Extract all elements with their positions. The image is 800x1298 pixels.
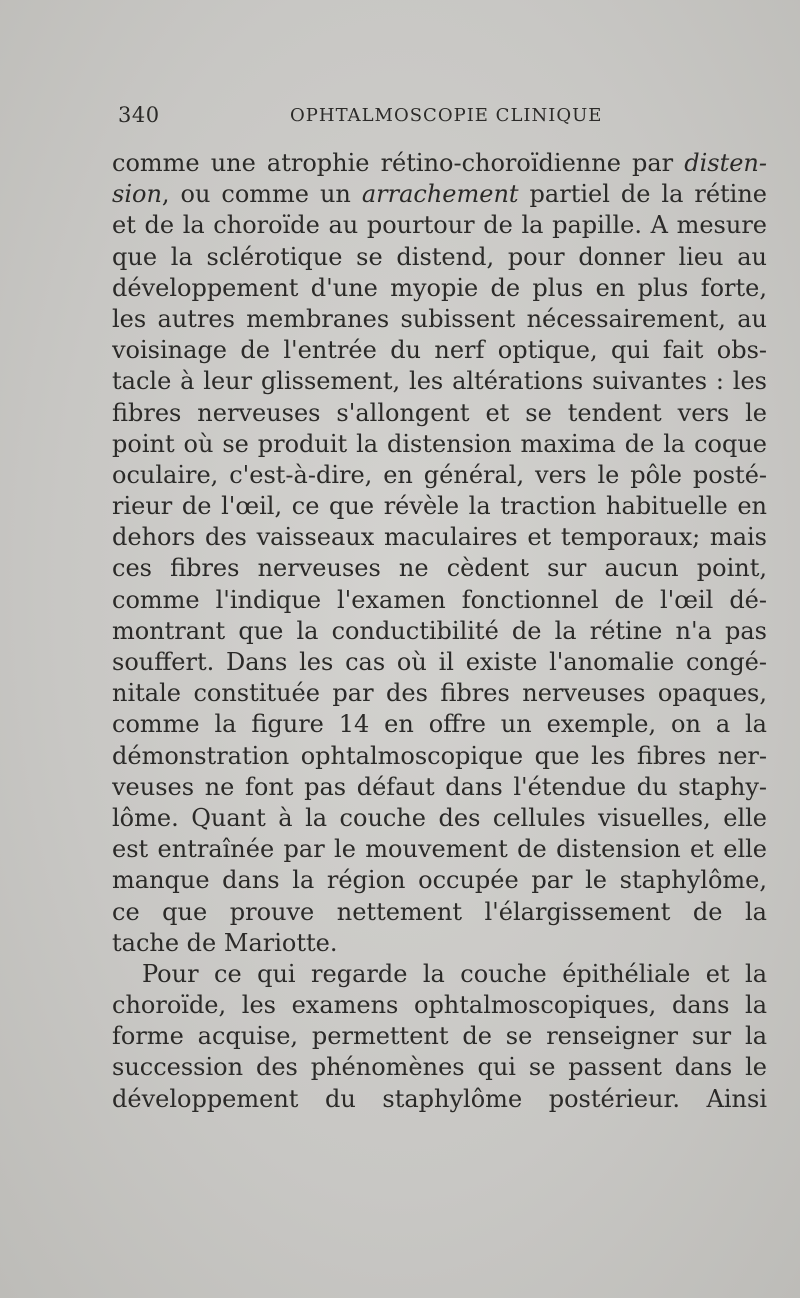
text-line: comme la figure 14 en offre un exemple, on a la xyxy=(112,710,767,739)
text-line: développement du staphylôme postérieur. Ainsi xyxy=(112,1084,767,1113)
text-line: souffert. Dans les cas où il existe l'anomalie congé- xyxy=(112,648,767,676)
text-line: lôme. Quant à la couche des cellules visuelles, elle xyxy=(112,803,767,832)
running-title: OPHTALMOSCOPIE CLINIQUE xyxy=(290,105,603,126)
text-line: comme une atrophie rétino-choroïdienne par disten- xyxy=(112,149,767,177)
body-text xyxy=(112,148,767,1115)
text-line: ces fibres nerveuses ne cèdent sur aucun point, xyxy=(112,554,767,583)
text-line: forme acquise, permettent de se renseigner sur la xyxy=(112,1022,767,1051)
page-number: 340 xyxy=(118,103,160,127)
text-line: rieur de l'œil, ce que révèle la traction habituelle en xyxy=(112,492,767,521)
text-line: montrant que la conductibilité de la rétine n'a pas xyxy=(112,616,767,645)
text-line: fibres nerveuses s'allongent et se tendent vers le xyxy=(112,398,767,427)
text-line: que la sclérotique se distend, pour donner lieu au xyxy=(112,242,767,271)
text-line: voisinage de l'entrée du nerf optique, qui fait obs- xyxy=(112,336,767,365)
text-line: Pour ce qui regarde la couche épithéliale et la xyxy=(142,959,767,988)
emphasis: sion xyxy=(112,180,162,209)
text-line: comme l'indique l'examen fonctionnel de l'œil dé- xyxy=(112,585,767,614)
text-line: point où se produit la distension maxima de la coque xyxy=(112,429,767,458)
text-line: nitale constituée par des fibres nerveuses opaques, xyxy=(112,679,767,708)
text-line: tacle à leur glissement, les altérations suivantes : les xyxy=(112,367,767,396)
text-line: est entraînée par le mouvement de distension et elle xyxy=(112,835,767,864)
text-line: et de la choroïde au pourtour de la papille. A mesure xyxy=(112,211,767,240)
text-line: ce que prouve nettement l'élargissement de la xyxy=(112,897,767,926)
page-header xyxy=(118,103,778,143)
text-line: succession des phénomènes qui se passent dans le xyxy=(112,1053,767,1082)
text-line: sion, ou comme un arrachement partiel de la rétine xyxy=(112,180,767,209)
text-line: les autres membranes subissent nécessairement, au xyxy=(112,304,767,333)
emphasis: arrachement xyxy=(361,180,519,209)
text-line: dehors des vaisseaux maculaires et temporaux; mais xyxy=(112,523,767,552)
text-line: tache de Mariotte. xyxy=(112,928,338,957)
text-line: choroïde, les examens ophtalmoscopiques, dans la xyxy=(112,991,767,1020)
text-line: oculaire, c'est-à-dire, en général, vers le pôle posté- xyxy=(112,460,767,489)
text-line: démonstration ophtalmoscopique que les fibres ner- xyxy=(112,741,767,770)
text-line: veuses ne font pas défaut dans l'étendue du staphy- xyxy=(112,772,767,801)
text-line: manque dans la région occupée par le staphylôme, xyxy=(112,866,767,895)
text-line: développement d'une myopie de plus en plus forte, xyxy=(112,273,767,302)
emphasis: disten- xyxy=(684,149,767,177)
